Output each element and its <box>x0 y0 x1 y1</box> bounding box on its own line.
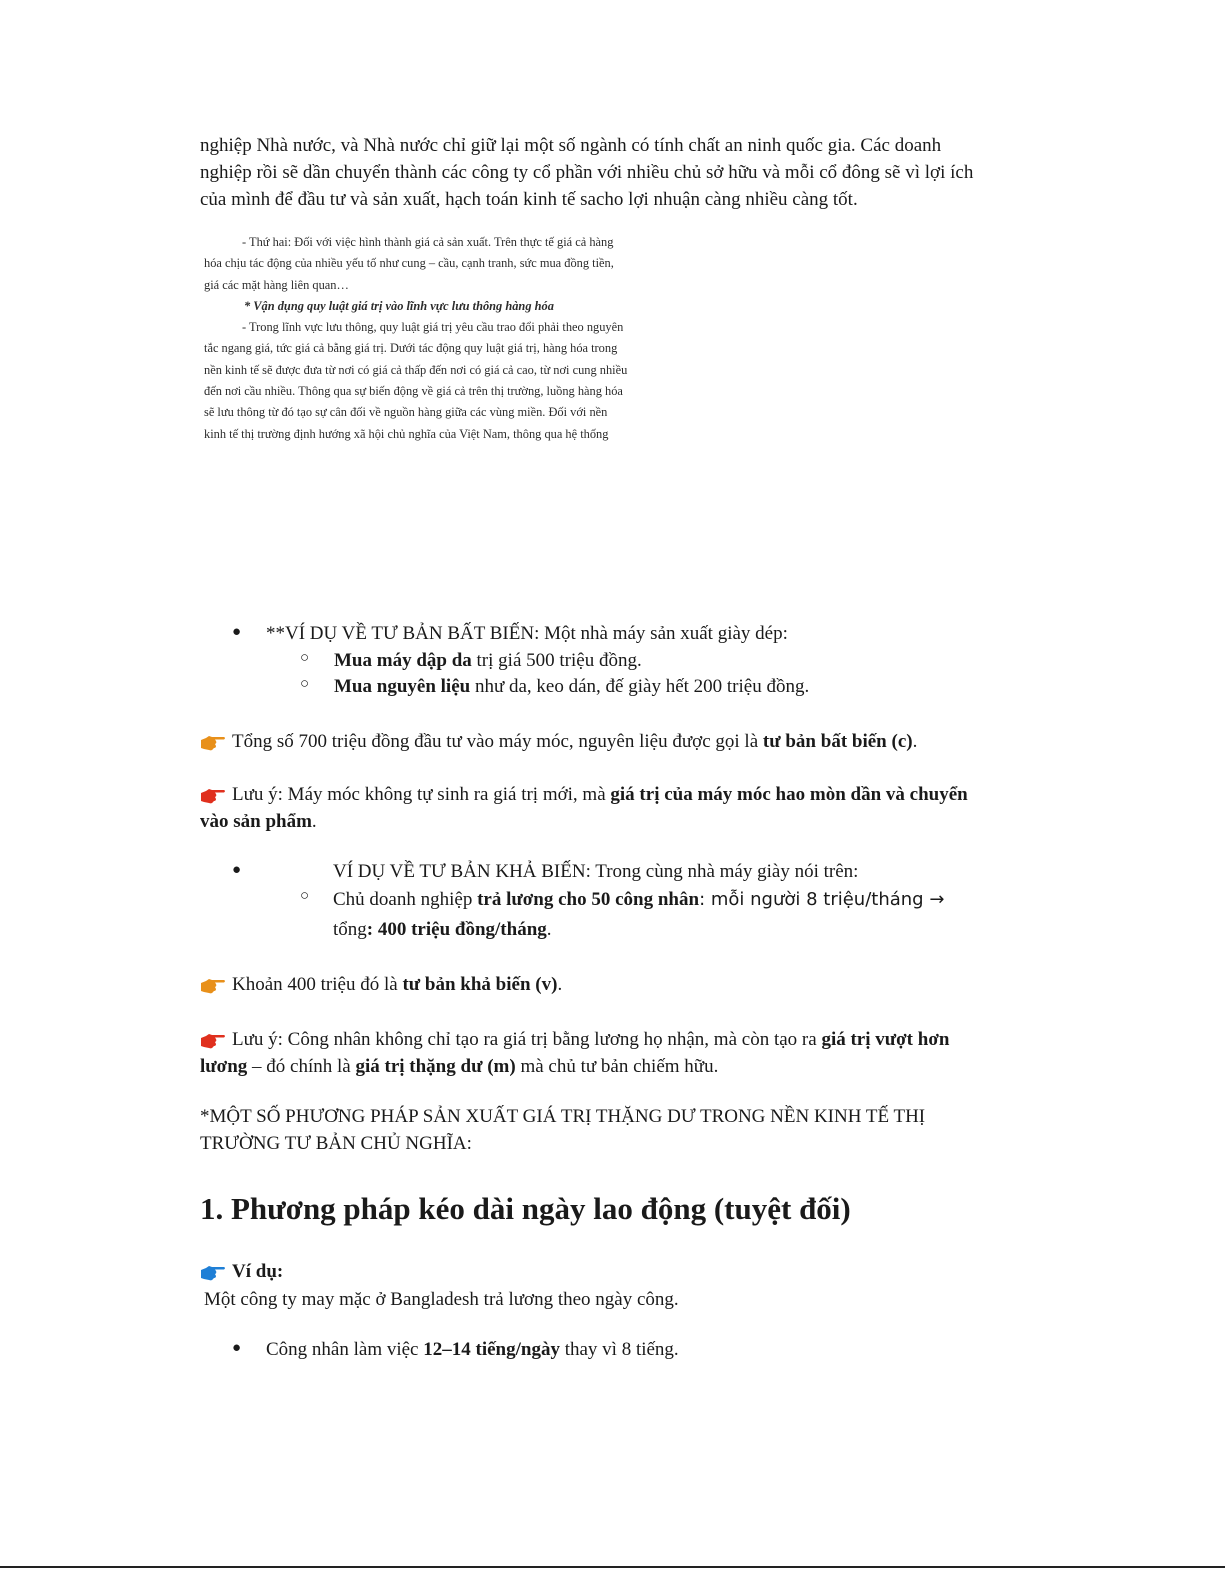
heading-line: TRƯỜNG TƯ BẢN CHỦ NGHĨA: <box>200 1133 472 1154</box>
example2-note-caution <box>200 1026 1040 1080</box>
example2-item-wages <box>333 886 1013 943</box>
example1-note-caution <box>200 781 1040 835</box>
item-text: Công nhân làm việc <box>266 1339 424 1360</box>
bold-text: 12–14 tiếng/ngày <box>423 1339 560 1360</box>
bold-text: : 400 triệu đồng/tháng <box>366 919 547 940</box>
section1-example-label <box>200 1258 1040 1285</box>
heading-line: *MỘT SỐ PHƯƠNG PHÁP SẢN XUẤT GIÁ TRỊ THẶNG DƯ TRONG NỀN KINH TẾ THỊ <box>200 1106 926 1127</box>
scan-subheading: * Vận dụng quy luật giá trị vào lĩnh vực lưu thông hàng hóa <box>244 298 554 313</box>
section1-bullet <box>266 1336 679 1363</box>
item-text: Chủ doanh nghiệp <box>333 889 478 910</box>
bold-text: Mua nguyên liệu <box>334 676 471 697</box>
scanned-excerpt-image <box>204 232 682 445</box>
note-text: Khoản 400 triệu đó là <box>232 974 403 995</box>
bold-text: giá trị vượt hơn <box>821 1029 950 1050</box>
bold-text: giá trị thặng dư (m) <box>355 1056 516 1077</box>
example2-note-total <box>200 971 1040 998</box>
item-text: trị giá 500 triệu đồng. <box>471 650 642 671</box>
pointing-hand-icon <box>200 974 226 994</box>
scan-line: - Thứ hai: Đối với việc hình thành giá cả sản xuất. Trên thực tế giá cả hàng <box>242 235 614 249</box>
item-text: tổng <box>333 919 367 940</box>
pointing-hand-icon <box>200 731 226 751</box>
example1-note-total <box>200 728 1040 755</box>
scan-line: kinh tế thị trường định hướng xã hội chủ nghĩa của Việt Nam, thông qua hệ thống <box>204 426 609 441</box>
note-text: Lưu ý: Máy móc không tự sinh ra giá trị mới, mà <box>232 784 611 805</box>
pointing-hand-icon <box>200 784 226 804</box>
bold-text: giá trị của máy móc hao mòn dần và chuyển <box>610 784 968 805</box>
bold-text: Mua máy dập da <box>334 650 472 671</box>
note-text: Lưu ý: Công nhân không chỉ tạo ra giá trị bằng lương họ nhận, mà còn tạo ra <box>232 1029 822 1050</box>
item-text: : mỗi người 8 triệu/tháng → <box>699 889 945 910</box>
note-text: – đó chính là <box>247 1056 356 1077</box>
section1-title: 1. Phương pháp kéo dài ngày lao động (tuyệt đối) <box>200 1191 851 1226</box>
note-text: mà chủ tư bản chiếm hữu. <box>515 1056 719 1077</box>
example1-heading: **VÍ DỤ VỀ TƯ BẢN BẤT BIẾN: Một nhà máy sản xuất giày dép: <box>266 623 788 644</box>
scan-line: giá các mặt hàng liên quan… <box>204 277 349 292</box>
bold-text: vào sản phẩm <box>200 811 312 832</box>
note-text: . <box>557 974 563 995</box>
scan-line: đến nơi cầu nhiều. Thông qua sự biến động về giá cả trên thị trường, luồng hàng hóa <box>204 384 623 399</box>
note-text: . <box>912 731 918 752</box>
item-text: . <box>546 919 552 940</box>
bullet-circle: ○ <box>300 650 310 666</box>
example1-item-materials <box>334 673 809 700</box>
bullet-circle: ○ <box>300 676 310 692</box>
intro-line: của mình để đầu tư và sản xuất, hạch toán kinh tế sacho lợi nhuận càng nhiều càng tốt. <box>200 189 858 210</box>
pointing-hand-icon <box>200 1029 226 1049</box>
scan-line: tắc ngang giá, tức giá cả bằng giá trị. Dưới tác động quy luật giá trị, hàng hóa trong <box>204 341 618 356</box>
intro-paragraph <box>200 132 1040 213</box>
page-bottom-border <box>0 1566 1225 1568</box>
bullet-dot: ● <box>232 1340 242 1356</box>
bold-text: tư bản bất biến (c) <box>762 731 913 752</box>
bold-text: trả lương cho 50 công nhân <box>477 889 700 910</box>
example2-heading: VÍ DỤ VỀ TƯ BẢN KHẢ BIẾN: Trong cùng nhà máy giày nói trên: <box>333 861 859 882</box>
example1-item-machine <box>334 647 642 674</box>
bold-text: lương <box>200 1056 248 1077</box>
pointing-hand-icon <box>200 1261 226 1281</box>
scan-line: nền kinh tế sẽ được đưa từ nơi có giá cả thấp đến nơi có giá cả cao, từ nơi cung nhiều <box>204 362 628 377</box>
note-text: Tổng số 700 triệu đồng đầu tư vào máy móc, nguyên liệu được gọi là <box>232 731 763 752</box>
scan-line: sẽ lưu thông từ đó tạo sự cân đối về nguồn hàng giữa các vùng miền. Đối với nền <box>204 405 608 420</box>
section1-example-text: Một công ty may mặc ở Bangladesh trả lương theo ngày công. <box>204 1289 679 1310</box>
item-text: thay vì 8 tiếng. <box>559 1339 679 1360</box>
note-text: . <box>311 811 317 832</box>
intro-line: nghiệp rồi sẽ dần chuyển thành các công ty cổ phần với nhiều chủ sở hữu và mỗi cổ đông sẽ vì lợi ích <box>200 162 974 183</box>
bullet-dot: ● <box>232 624 242 640</box>
bullet-circle: ○ <box>300 888 310 904</box>
scan-line: - Trong lĩnh vực lưu thông, quy luật giá trị yêu cầu trao đổi phải theo nguyên <box>242 320 624 335</box>
scan-line: hóa chịu tác động của nhiều yếu tố như cung – cầu, cạnh tranh, sức mua đồng tiền, <box>204 256 614 271</box>
bullet-dot: ● <box>232 862 242 878</box>
bold-text: tư bản khả biến (v) <box>402 974 558 995</box>
intro-line: nghiệp Nhà nước, và Nhà nước chỉ giữ lại một số ngành có tính chất an ninh quốc gia. Các doanh <box>200 135 942 156</box>
bold-text: Ví dụ: <box>232 1261 284 1282</box>
methods-heading <box>200 1103 1040 1157</box>
item-text: như da, keo dán, đế giày hết 200 triệu đồng. <box>470 676 810 697</box>
